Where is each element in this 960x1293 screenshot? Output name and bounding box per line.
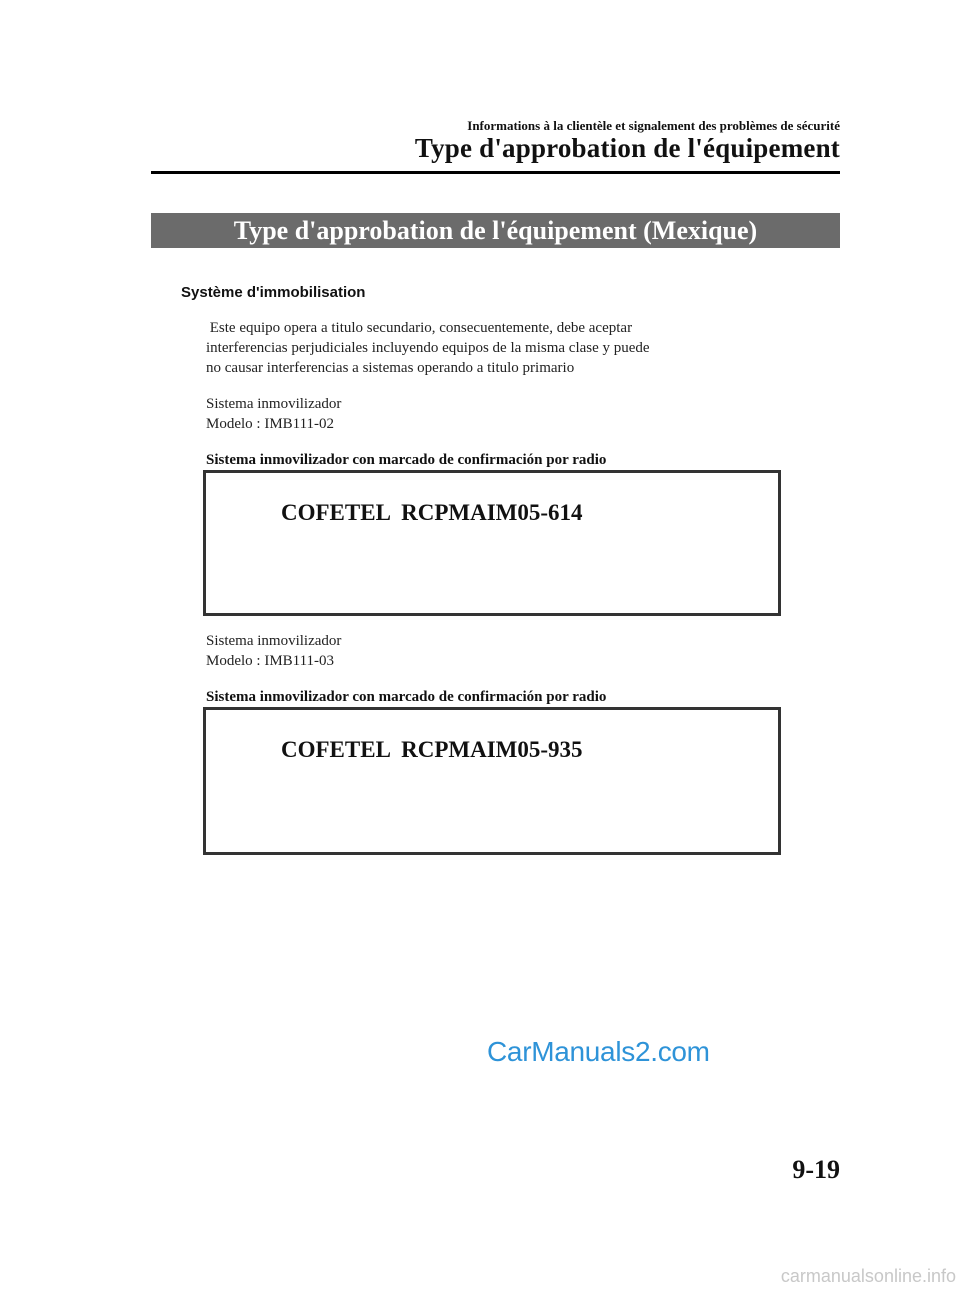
marking-heading: Sistema inmovilizador con marcado de confirmación por radio	[206, 689, 607, 705]
notice-paragraph	[206, 318, 726, 378]
page-number: 9-19	[792, 1155, 840, 1184]
footer-watermark: carmanualsonline.info	[780, 1266, 956, 1286]
certificate-code: COFETEL RCPMAIM05-614	[281, 500, 583, 525]
header-subtitle: Informations à la clientèle et signalement des problèmes de sécurité	[467, 118, 840, 133]
device-name: Sistema inmovilizador	[206, 396, 342, 412]
certificate-box	[203, 707, 781, 855]
paragraph-line: no causar interferencias a sistemas operando a titulo primario	[206, 360, 575, 376]
device-model: Modelo : IMB111-03	[206, 653, 335, 669]
marking-heading: Sistema inmovilizador con marcado de confirmación por radio	[206, 452, 607, 468]
device-model: Modelo : IMB111-02	[206, 416, 335, 432]
certificate-box	[203, 470, 781, 616]
header-title: Type d'approbation de l'équipement	[414, 133, 840, 163]
device-name: Sistema inmovilizador	[206, 633, 342, 649]
header-divider	[151, 171, 840, 174]
certificate-code: COFETEL RCPMAIM05-935	[281, 737, 583, 762]
paragraph-line: Este equipo opera a titulo secundario, consecuentemente, debe aceptar	[206, 320, 633, 336]
section-subheading: Système d'immobilisation	[181, 284, 366, 301]
watermark-link[interactable]: CarManuals2.com	[487, 1036, 710, 1067]
section-banner	[151, 213, 840, 248]
section-title: Type d'approbation de l'équipement (Mexique)	[233, 215, 758, 245]
paragraph-line: interferencias perjudiciales incluyendo equipos de la misma clase y puede	[206, 340, 650, 356]
